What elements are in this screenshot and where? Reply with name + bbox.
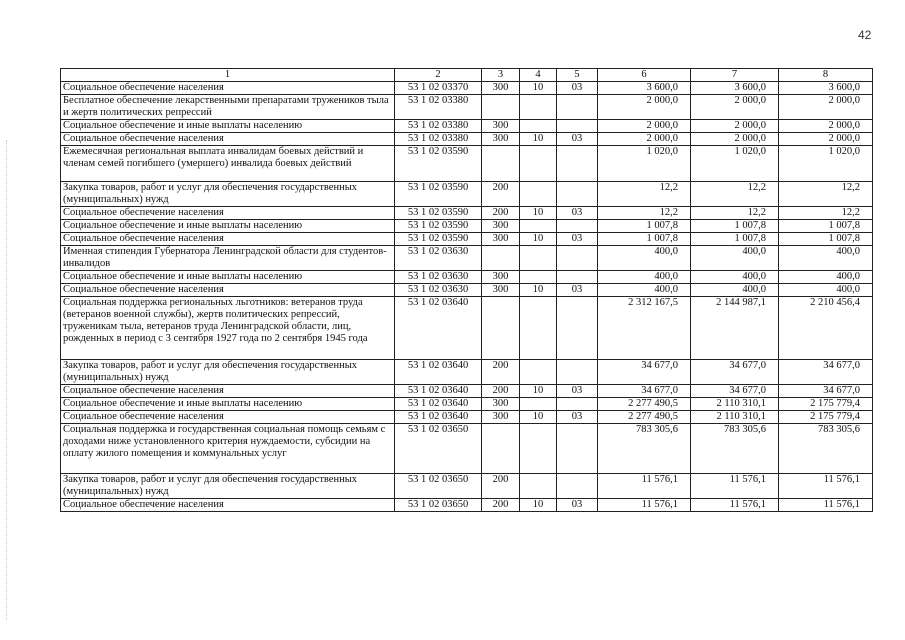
cell-amount-year-3: 34 677,0 — [779, 385, 873, 398]
cell-name: Закупка товаров, работ и услуг для обеспечения государственных (муниципальных) нужд — [61, 474, 395, 499]
cell-expense-type: 200 — [482, 385, 520, 398]
cell-code: 53 1 02 03640 — [395, 398, 482, 411]
cell-amount-year-3: 3 600,0 — [779, 82, 873, 95]
cell-code: 53 1 02 03640 — [395, 385, 482, 398]
header-cell-3: 3 — [482, 69, 520, 82]
table-row — [61, 284, 873, 297]
cell-name: Социальное обеспечение населения — [61, 82, 395, 95]
header-cell-4: 4 — [520, 69, 557, 82]
cell-code: 53 1 02 03590 — [395, 146, 482, 182]
cell-amount-year-3: 1 020,0 — [779, 146, 873, 182]
cell-code: 53 1 02 03590 — [395, 182, 482, 207]
cell-subsection: 03 — [557, 133, 598, 146]
cell-amount-year-1: 783 305,6 — [598, 424, 691, 474]
cell-section: 10 — [520, 385, 557, 398]
table-row — [61, 133, 873, 146]
cell-amount-year-3: 2 175 779,4 — [779, 411, 873, 424]
table-row — [61, 120, 873, 133]
cell-amount-year-1: 2 000,0 — [598, 120, 691, 133]
table-row — [61, 95, 873, 120]
cell-amount-year-3: 400,0 — [779, 246, 873, 271]
cell-section: 10 — [520, 207, 557, 220]
cell-subsection — [557, 398, 598, 411]
cell-subsection — [557, 297, 598, 360]
cell-name: Социальное обеспечение населения — [61, 207, 395, 220]
cell-amount-year-3: 11 576,1 — [779, 474, 873, 499]
cell-subsection — [557, 182, 598, 207]
cell-section: 10 — [520, 499, 557, 512]
cell-section: 10 — [520, 233, 557, 246]
cell-amount-year-1: 1 020,0 — [598, 146, 691, 182]
cell-expense-type: 300 — [482, 233, 520, 246]
cell-amount-year-2: 3 600,0 — [691, 82, 779, 95]
cell-name: Социальное обеспечение населения — [61, 284, 395, 297]
cell-code: 53 1 02 03640 — [395, 297, 482, 360]
cell-name: Социальное обеспечение и иные выплаты населению — [61, 220, 395, 233]
cell-name: Социальное обеспечение населения — [61, 233, 395, 246]
cell-subsection — [557, 271, 598, 284]
cell-code: 53 1 02 03590 — [395, 220, 482, 233]
cell-amount-year-3: 2 000,0 — [779, 133, 873, 146]
table-row — [61, 233, 873, 246]
cell-amount-year-2: 2 110 310,1 — [691, 398, 779, 411]
cell-code: 53 1 02 03380 — [395, 120, 482, 133]
table-row — [61, 360, 873, 385]
cell-subsection — [557, 146, 598, 182]
table-row — [61, 82, 873, 95]
cell-name: Социальное обеспечение и иные выплаты населению — [61, 271, 395, 284]
cell-amount-year-1: 2 000,0 — [598, 133, 691, 146]
cell-subsection: 03 — [557, 284, 598, 297]
cell-section: 10 — [520, 411, 557, 424]
header-cell-7: 7 — [691, 69, 779, 82]
cell-amount-year-3: 400,0 — [779, 271, 873, 284]
cell-section — [520, 182, 557, 207]
cell-expense-type: 300 — [482, 82, 520, 95]
cell-name: Социальная поддержка региональных льготников: ветеранов труда (ветеранов военной службы), жертв политических репрессий, труженикам тыла, ветеранов труда Ленинградской области, лиц, рожденных в период с 3 сентября 1927 года по 2 сентября 1945 года — [61, 297, 395, 360]
cell-amount-year-3: 11 576,1 — [779, 499, 873, 512]
cell-code: 53 1 02 03590 — [395, 233, 482, 246]
cell-amount-year-1: 34 677,0 — [598, 385, 691, 398]
cell-code: 53 1 02 03630 — [395, 246, 482, 271]
cell-name: Социальное обеспечение населения — [61, 499, 395, 512]
cell-subsection — [557, 95, 598, 120]
cell-amount-year-2: 34 677,0 — [691, 385, 779, 398]
cell-amount-year-2: 2 110 310,1 — [691, 411, 779, 424]
cell-code: 53 1 02 03630 — [395, 271, 482, 284]
cell-amount-year-1: 11 576,1 — [598, 499, 691, 512]
cell-amount-year-1: 2 277 490,5 — [598, 398, 691, 411]
cell-code: 53 1 02 03370 — [395, 82, 482, 95]
cell-name: Социальное обеспечение и иные выплаты населению — [61, 398, 395, 411]
header-cell-8: 8 — [779, 69, 873, 82]
table-row — [61, 297, 873, 360]
cell-subsection: 03 — [557, 499, 598, 512]
cell-amount-year-2: 400,0 — [691, 246, 779, 271]
cell-amount-year-2: 11 576,1 — [691, 474, 779, 499]
cell-expense-type: 300 — [482, 284, 520, 297]
header-row — [61, 69, 873, 82]
cell-section: 10 — [520, 284, 557, 297]
cell-name: Ежемесячная региональная выплата инвалидам боевых действий и членам семей погибшего (умершего) инвалида боевых действий — [61, 146, 395, 182]
cell-amount-year-2: 2 000,0 — [691, 95, 779, 120]
cell-amount-year-1: 3 600,0 — [598, 82, 691, 95]
cell-amount-year-3: 783 305,6 — [779, 424, 873, 474]
header-cell-2: 2 — [395, 69, 482, 82]
cell-amount-year-2: 2 144 987,1 — [691, 297, 779, 360]
cell-section — [520, 271, 557, 284]
cell-amount-year-2: 1 007,8 — [691, 233, 779, 246]
cell-name: Социальная поддержка и государственная социальная помощь семьям с доходами ниже установленного критерия нуждаемости, субсидии на оплату жилого помещения и коммунальных услуг — [61, 424, 395, 474]
cell-amount-year-1: 2 000,0 — [598, 95, 691, 120]
cell-amount-year-2: 34 677,0 — [691, 360, 779, 385]
cell-name: Социальное обеспечение населения — [61, 411, 395, 424]
cell-subsection — [557, 360, 598, 385]
page-number: 42 — [858, 28, 872, 42]
cell-amount-year-3: 1 007,8 — [779, 220, 873, 233]
cell-amount-year-1: 2 277 490,5 — [598, 411, 691, 424]
table-row — [61, 207, 873, 220]
cell-subsection — [557, 120, 598, 133]
cell-amount-year-1: 1 007,8 — [598, 220, 691, 233]
cell-expense-type: 200 — [482, 474, 520, 499]
cell-amount-year-2: 783 305,6 — [691, 424, 779, 474]
table-row — [61, 474, 873, 499]
cell-section — [520, 474, 557, 499]
cell-expense-type: 300 — [482, 411, 520, 424]
table-row — [61, 398, 873, 411]
cell-code: 53 1 02 03380 — [395, 95, 482, 120]
cell-amount-year-1: 11 576,1 — [598, 474, 691, 499]
cell-amount-year-3: 2 175 779,4 — [779, 398, 873, 411]
cell-amount-year-3: 1 007,8 — [779, 233, 873, 246]
table-row — [61, 182, 873, 207]
cell-subsection: 03 — [557, 385, 598, 398]
cell-amount-year-1: 12,2 — [598, 182, 691, 207]
header-cell-1: 1 — [61, 69, 395, 82]
cell-expense-type — [482, 146, 520, 182]
cell-expense-type: 200 — [482, 499, 520, 512]
header-cell-6: 6 — [598, 69, 691, 82]
cell-subsection — [557, 474, 598, 499]
cell-amount-year-1: 2 312 167,5 — [598, 297, 691, 360]
cell-expense-type — [482, 246, 520, 271]
cell-name: Социальное обеспечение и иные выплаты населению — [61, 120, 395, 133]
cell-amount-year-2: 11 576,1 — [691, 499, 779, 512]
cell-subsection — [557, 246, 598, 271]
cell-section: 10 — [520, 133, 557, 146]
cell-code: 53 1 02 03380 — [395, 133, 482, 146]
table-row — [61, 246, 873, 271]
cell-subsection: 03 — [557, 207, 598, 220]
cell-amount-year-1: 34 677,0 — [598, 360, 691, 385]
cell-amount-year-3: 12,2 — [779, 182, 873, 207]
cell-amount-year-3: 2 000,0 — [779, 95, 873, 120]
cell-amount-year-1: 12,2 — [598, 207, 691, 220]
cell-section — [520, 95, 557, 120]
table-row — [61, 146, 873, 182]
cell-subsection — [557, 220, 598, 233]
cell-code: 53 1 02 03630 — [395, 284, 482, 297]
cell-expense-type: 200 — [482, 207, 520, 220]
scan-edge-marks — [6, 140, 9, 620]
cell-expense-type: 300 — [482, 398, 520, 411]
cell-section: 10 — [520, 82, 557, 95]
cell-subsection — [557, 424, 598, 474]
cell-name: Социальное обеспечение населения — [61, 133, 395, 146]
table-row — [61, 499, 873, 512]
table-row — [61, 411, 873, 424]
header-cell-5: 5 — [557, 69, 598, 82]
cell-expense-type: 200 — [482, 360, 520, 385]
cell-section — [520, 120, 557, 133]
table-row — [61, 424, 873, 474]
cell-code: 53 1 02 03640 — [395, 360, 482, 385]
cell-section — [520, 398, 557, 411]
cell-subsection: 03 — [557, 411, 598, 424]
cell-expense-type: 200 — [482, 182, 520, 207]
cell-amount-year-2: 400,0 — [691, 284, 779, 297]
budget-table — [60, 68, 873, 512]
cell-subsection: 03 — [557, 82, 598, 95]
cell-expense-type — [482, 95, 520, 120]
cell-expense-type: 300 — [482, 271, 520, 284]
cell-name: Социальное обеспечение населения — [61, 385, 395, 398]
table-body — [61, 69, 873, 512]
cell-amount-year-1: 1 007,8 — [598, 233, 691, 246]
cell-name: Бесплатное обеспечение лекарственными препаратами тружеников тыла и жертв политических репрессий — [61, 95, 395, 120]
cell-expense-type — [482, 297, 520, 360]
cell-code: 53 1 02 03590 — [395, 207, 482, 220]
cell-amount-year-1: 400,0 — [598, 246, 691, 271]
cell-code: 53 1 02 03650 — [395, 424, 482, 474]
cell-amount-year-1: 400,0 — [598, 271, 691, 284]
cell-amount-year-3: 12,2 — [779, 207, 873, 220]
cell-amount-year-2: 2 000,0 — [691, 133, 779, 146]
cell-amount-year-2: 12,2 — [691, 207, 779, 220]
cell-amount-year-2: 400,0 — [691, 271, 779, 284]
cell-section — [520, 220, 557, 233]
table-row — [61, 271, 873, 284]
cell-amount-year-3: 2 210 456,4 — [779, 297, 873, 360]
cell-amount-year-3: 400,0 — [779, 284, 873, 297]
cell-expense-type — [482, 424, 520, 474]
cell-amount-year-3: 2 000,0 — [779, 120, 873, 133]
cell-amount-year-1: 400,0 — [598, 284, 691, 297]
cell-section — [520, 146, 557, 182]
cell-expense-type: 300 — [482, 133, 520, 146]
cell-code: 53 1 02 03650 — [395, 474, 482, 499]
table-row — [61, 220, 873, 233]
cell-section — [520, 297, 557, 360]
cell-subsection: 03 — [557, 233, 598, 246]
cell-section — [520, 246, 557, 271]
cell-expense-type: 300 — [482, 120, 520, 133]
cell-name: Закупка товаров, работ и услуг для обеспечения государственных (муниципальных) нужд — [61, 360, 395, 385]
cell-amount-year-2: 1 020,0 — [691, 146, 779, 182]
table-row — [61, 385, 873, 398]
cell-amount-year-2: 12,2 — [691, 182, 779, 207]
cell-code: 53 1 02 03640 — [395, 411, 482, 424]
cell-amount-year-2: 2 000,0 — [691, 120, 779, 133]
cell-section — [520, 360, 557, 385]
cell-amount-year-2: 1 007,8 — [691, 220, 779, 233]
cell-section — [520, 424, 557, 474]
cell-code: 53 1 02 03650 — [395, 499, 482, 512]
cell-name: Закупка товаров, работ и услуг для обеспечения государственных (муниципальных) нужд — [61, 182, 395, 207]
cell-expense-type: 300 — [482, 220, 520, 233]
cell-name: Именная стипендия Губернатора Ленинградской области для студентов-инвалидов — [61, 246, 395, 271]
cell-amount-year-3: 34 677,0 — [779, 360, 873, 385]
